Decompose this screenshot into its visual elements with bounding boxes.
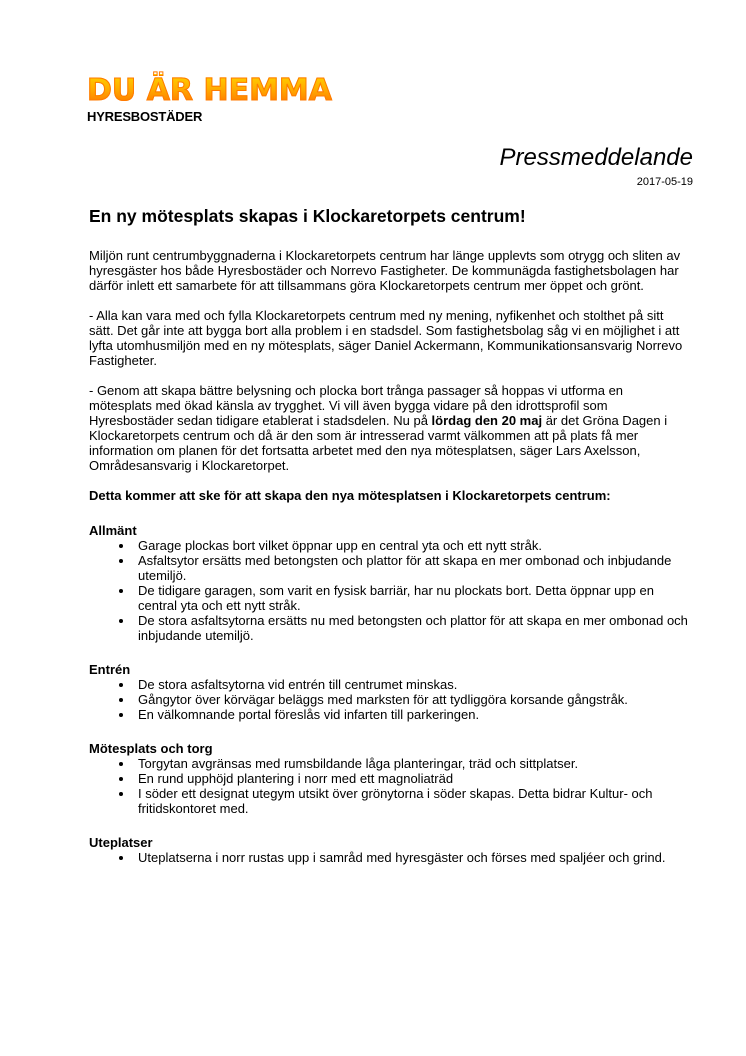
paragraph-text: är det Gröna Dagen i Klockaretorpets centrum och då är den som är intresserad varmt välkommen att på plats få mer information om planen för det fortsatta arbetet med den nya mötesplatsen, säger Lars Axelsson, Områdesansvarig i Klockaretorpet. xyxy=(89,413,668,473)
list-item: • De stora asfaltsytorna vid entrén till centrumet minskas. xyxy=(134,677,689,692)
list-item: • I söder ett designat utegym utsikt över grönytorna i söder skapas. Detta bidrar Kultur- och fritidskontoret med. xyxy=(134,786,689,816)
list-item: • De tidigare garagen, som varit en fysisk barriär, har nu plockats bort. Detta öppnar upp en central yta och ett nytt stråk. xyxy=(134,583,689,613)
document-body xyxy=(89,205,689,884)
section-title-square: Mötesplats och torg xyxy=(89,741,213,756)
list-item: • Uteplatserna i norr rustas upp i samråd med hyresgäster och förses med spaljéer och grind. xyxy=(134,850,689,865)
paragraph-intro: Miljön runt centrumbyggnaderna i Klockaretorpets centrum har länge upplevts som otrygg och sliten av hyresgäster hos både Hyresbostäder och Norrevo Fastigheter. De kommunägda fastighetsbolagen har därför inlett ett samarbete för att tillsammans göra Klockaretorpets centrum mer öppet och grönt. xyxy=(89,248,681,293)
section-title-entrance: Entrén xyxy=(89,662,131,677)
list-item: • De stora asfaltsytorna ersätts nu med betongsten och plattor för att skapa en mer ombonad och inbjudande utemiljö. xyxy=(134,613,689,643)
logo xyxy=(87,74,332,124)
paragraph-quote-ackermann: - Alla kan vara med och fylla Klockaretorpets centrum med ny mening, nyfikenhet och stolthet på sitt sätt. Det går inte att bygga bort alla problem i en stadsdel. Som fastighetsbolag såg vi en möjlighet i att lyfta utomhusmiljön med en ny mötesplats, säger Daniel Ackermann, Kommunikationsansvarig Norrevo Fastigheter. xyxy=(89,308,683,368)
paragraph-text: - Genom att skapa bättre belysning och plocka bort trånga passager så hoppas vi utforma en mötesplats med ökad känsla av trygghet. Vi vill även bygga vidare på den idrottsprofil som Hyresbostäder sedan tidigare etablerat i stadsdelen. Nu på xyxy=(89,383,624,428)
paragraph-quote-axelsson xyxy=(89,383,689,473)
list-patios xyxy=(89,850,689,865)
list-item: • En välkomnande portal föreslås vid infarten till parkeringen. xyxy=(134,707,689,722)
list-item: • Garage plockas bort vilket öppnar upp en central yta och ett nytt stråk. xyxy=(134,538,689,553)
list-item: • Gångytor över körvägar beläggs med marksten för att tydliggöra korsande gångstråk. xyxy=(134,692,689,707)
section-lead: Detta kommer att ske för att skapa den nya mötesplatsen i Klockaretorpets centrum: xyxy=(89,488,611,503)
list-general xyxy=(89,538,689,643)
document-date: 2017-05-19 xyxy=(636,176,693,188)
list-square xyxy=(89,756,689,816)
list-item: • Torgytan avgränsas med rumsbildande låga planteringar, träd och sittplatser. xyxy=(134,756,689,771)
logo-wordmark: DU ÄR HEMMA xyxy=(87,73,332,108)
list-item: • En rund upphöjd plantering i norr med ett magnoliaträd xyxy=(134,771,689,786)
section-title-general: Allmänt xyxy=(89,523,137,538)
headline: En ny mötesplats skapas i Klockaretorpets centrum! xyxy=(89,206,526,226)
document-type: Pressmeddelande xyxy=(499,144,693,171)
list-entrance xyxy=(89,677,689,722)
list-item: • Asfaltsytor ersätts med betongsten och plattor för att skapa en mer ombonad och inbjudande utemiljö. xyxy=(134,553,689,583)
event-date: lördag den 20 maj xyxy=(431,413,543,428)
logo-company: HYRESBOSTÄDER xyxy=(87,109,203,124)
section-title-patios: Uteplatser xyxy=(89,835,153,850)
